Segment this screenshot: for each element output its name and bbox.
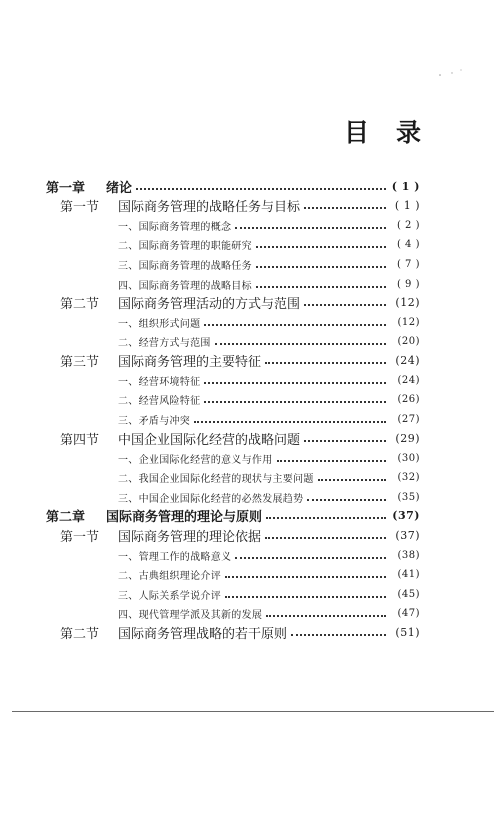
toc-entry-title: 一、国际商务管理的概念 xyxy=(118,221,232,233)
toc-entry-page: (20) xyxy=(397,335,420,347)
toc-entry-page: (45) xyxy=(397,588,420,600)
toc-entry-number: 第一节 xyxy=(60,529,100,545)
dot-leader xyxy=(235,556,386,559)
toc-entry-label xyxy=(118,412,190,427)
toc-entry-label xyxy=(46,177,132,196)
toc-entry-label xyxy=(118,334,211,349)
dot-leader xyxy=(291,633,386,636)
toc-entry-label xyxy=(118,373,200,388)
toc-entry-number: 第二章 xyxy=(46,509,86,525)
toc-entry-item xyxy=(118,564,420,584)
toc-entry-label xyxy=(60,429,300,448)
toc-entry-page: (51) xyxy=(395,625,420,639)
toc-entry-item xyxy=(118,274,420,294)
toc-entry-title: 四、现代管理学派及其新的发展 xyxy=(118,609,263,621)
dot-leader xyxy=(256,265,386,268)
toc-entry-label xyxy=(60,196,300,215)
toc-entry-page: (12) xyxy=(395,295,420,309)
toc-entry-page: (29) xyxy=(395,431,420,445)
dot-leader xyxy=(304,303,386,306)
toc-entry-title: 三、矛盾与冲突 xyxy=(118,415,191,427)
toc-entry-number: 第一章 xyxy=(46,180,86,196)
toc-entry-title: 国际商务管理的战略任务与目标 xyxy=(118,199,301,215)
toc-entry-label xyxy=(118,257,252,272)
title-char-2: 录 xyxy=(396,118,422,147)
toc-entry-page: (41) xyxy=(397,568,420,580)
toc-entry-page: (27) xyxy=(397,413,420,425)
toc-entry-title: 国际商务管理的理论依据 xyxy=(118,529,262,545)
bottom-rule xyxy=(12,711,494,712)
toc-entry-item xyxy=(118,331,420,351)
toc-entry-title: 一、组织形式问题 xyxy=(118,318,201,330)
toc-entry-section xyxy=(60,428,420,448)
toc-entry-title: 一、经营环境特征 xyxy=(118,376,201,388)
dot-leader xyxy=(307,498,386,501)
toc-entry-item xyxy=(118,584,420,604)
toc-entry-title: 三、中国企业国际化经营的必然发展趋势 xyxy=(118,493,304,505)
dot-leader xyxy=(304,206,386,209)
toc-entry-label xyxy=(118,237,252,252)
dot-leader xyxy=(265,536,386,539)
toc-entry-number: 第二节 xyxy=(60,296,100,312)
toc-entry-page: (30) xyxy=(397,452,420,464)
toc-entry-page: ( 4 ) xyxy=(396,238,420,250)
toc-entry-page: ( 7 ) xyxy=(396,258,420,270)
toc-entry-item xyxy=(118,545,420,565)
toc-entry-item xyxy=(118,487,420,507)
toc-entry-page: ( 1 ) xyxy=(394,198,420,212)
toc-entry-label xyxy=(118,548,231,563)
toc-entry-label xyxy=(118,277,252,292)
toc-entry-item xyxy=(118,234,420,254)
dot-leader xyxy=(215,342,386,345)
toc-entry-title: 二、古典组织理论介评 xyxy=(118,570,221,582)
toc-entry-title: 四、国际商务管理的战略目标 xyxy=(118,280,252,292)
toc-entry-section xyxy=(60,350,420,370)
toc-entry-item xyxy=(118,603,420,623)
dot-leader xyxy=(265,361,386,364)
toc-entry-label xyxy=(60,526,261,545)
toc-entry-page: (38) xyxy=(397,549,420,561)
toc-entry-title: 国际商务管理的理论与原则 xyxy=(106,509,263,525)
dot-leader xyxy=(277,459,387,462)
toc-entry-chapter xyxy=(46,505,420,525)
toc-entry-item xyxy=(118,254,420,274)
toc-entry-page: (35) xyxy=(397,491,420,503)
dot-leader xyxy=(225,575,386,578)
toc-entry-item xyxy=(118,389,420,409)
toc-entry-label xyxy=(118,451,273,466)
toc-entry-item xyxy=(118,312,420,332)
title-char-1: 目 xyxy=(344,118,370,147)
toc-entry-title: 三、人际关系学说介评 xyxy=(118,590,221,602)
toc-entry-page: ( 1 ) xyxy=(391,179,420,193)
toc-entry-label xyxy=(118,606,262,621)
toc-entry-item xyxy=(118,370,420,390)
toc-entry-chapter xyxy=(46,176,420,196)
toc-entry-number: 第三节 xyxy=(60,354,100,370)
toc-entry-page: (37) xyxy=(392,508,420,522)
toc-entry-section xyxy=(60,292,420,312)
dot-leader xyxy=(204,323,386,326)
toc-entry-section xyxy=(60,525,420,545)
toc-entry-title: 一、企业国际化经营的意义与作用 xyxy=(118,454,273,466)
dot-leader xyxy=(256,245,386,248)
toc-entry-label xyxy=(46,506,262,525)
toc-entry-title: 二、经营方式与范围 xyxy=(118,337,211,349)
dot-leader xyxy=(136,187,386,190)
toc-entry-title: 国际商务管理战略的若干原则 xyxy=(118,626,288,642)
toc-entry-title: 二、经营风险特征 xyxy=(118,395,201,407)
toc-entry-title: 一、管理工作的战略意义 xyxy=(118,551,232,563)
toc-entry-page: (37) xyxy=(395,528,420,542)
dot-leader xyxy=(304,439,386,442)
dot-leader xyxy=(256,285,386,288)
toc-entry-label xyxy=(118,218,231,233)
toc-entry-label xyxy=(118,392,200,407)
toc-entry-number: 第二节 xyxy=(60,626,100,642)
toc-entry-page: (32) xyxy=(397,471,420,483)
toc-entry-page: (26) xyxy=(397,393,420,405)
toc-entry-item xyxy=(118,448,420,468)
dot-leader xyxy=(235,226,386,229)
toc-entry-item xyxy=(118,409,420,429)
toc-entry-title: 三、国际商务管理的战略任务 xyxy=(118,260,252,272)
toc-entry-title: 二、国际商务管理的职能研究 xyxy=(118,240,252,252)
toc-entry-item xyxy=(118,215,420,235)
toc-entry-label xyxy=(118,315,200,330)
toc-entry-page: (47) xyxy=(397,607,420,619)
toc-entry-number: 第四节 xyxy=(60,432,100,448)
dot-leader xyxy=(225,595,386,598)
dot-leader xyxy=(266,614,386,617)
toc-entry-number: 第一节 xyxy=(60,199,100,215)
dot-leader xyxy=(318,478,386,481)
toc-entry-label xyxy=(60,623,287,642)
toc-entry-page: ( 2 ) xyxy=(396,219,420,231)
dot-leader xyxy=(204,400,386,403)
toc-entry-label xyxy=(60,293,300,312)
page-title xyxy=(0,118,504,148)
toc-entry-label xyxy=(60,351,261,370)
toc-entry-page: (24) xyxy=(397,374,420,386)
dot-leader xyxy=(266,516,386,519)
toc-entry-title: 国际商务管理活动的方式与范围 xyxy=(118,296,301,312)
dot-leader xyxy=(194,420,386,423)
toc-entry-section xyxy=(60,622,420,642)
toc-entry-page: (12) xyxy=(397,316,420,328)
toc-entry-title: 二、我国企业国际化经营的现状与主要问题 xyxy=(118,473,314,485)
scan-specks xyxy=(436,63,464,73)
toc-entry-section xyxy=(60,195,420,215)
toc-entry-page: ( 9 ) xyxy=(396,278,420,290)
dot-leader xyxy=(204,381,386,384)
toc-entry-label xyxy=(118,587,221,602)
toc-entry-title: 中国企业国际化经营的战略问题 xyxy=(118,432,301,448)
toc-entry-label xyxy=(118,567,221,582)
toc-entry-page: (24) xyxy=(395,353,420,367)
toc-entry-title: 绪论 xyxy=(106,180,133,196)
toc-entry-item xyxy=(118,467,420,487)
toc-entry-label xyxy=(118,470,314,485)
toc-entry-label xyxy=(118,490,303,505)
toc-entry-title: 国际商务管理的主要特征 xyxy=(118,354,262,370)
